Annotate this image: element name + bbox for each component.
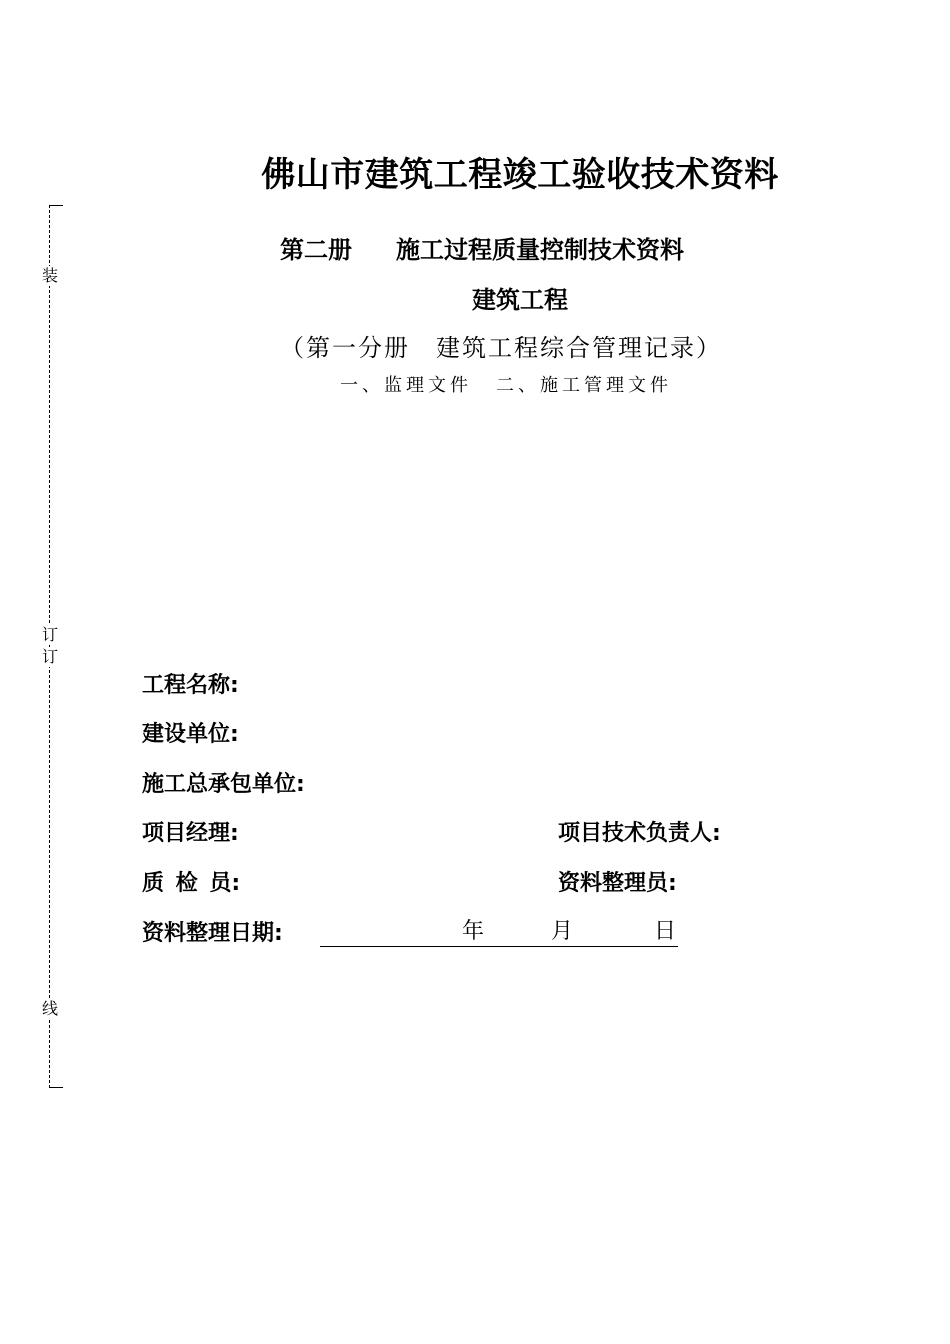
binding-char-ding-1: 订 <box>41 625 58 644</box>
field-technical-lead: 项目技术负责人: <box>558 821 721 846</box>
field-records-clerk: 资料整理员: <box>558 871 677 896</box>
date-underline <box>320 918 678 947</box>
date-month-label: 月 <box>551 919 574 944</box>
field-quality-inspector: 质 检 员: <box>142 871 241 896</box>
date-year-label: 年 <box>462 919 485 944</box>
field-records-date: 资料整理日期: <box>142 921 283 946</box>
field-project-manager: 项目经理: <box>142 821 239 846</box>
contents-item-1: 一、监理文件 <box>340 375 472 396</box>
binding-char-ding-2: 订 <box>41 647 58 666</box>
contents-list <box>340 372 760 400</box>
sub-volume-title: （第一分册 建筑工程综合管理记录） <box>280 334 722 362</box>
contents-item-2: 二、施工管理文件 <box>496 375 672 396</box>
field-general-contractor: 施工总承包单位: <box>142 772 305 797</box>
binding-char-zhuang: 装 <box>41 266 58 285</box>
field-construction-unit: 建设单位: <box>142 722 239 747</box>
volume-title: 施工过程质量控制技术资料 <box>396 236 684 264</box>
volume-name: 第二册 <box>280 236 352 264</box>
field-project-name: 工程名称: <box>142 673 239 698</box>
date-day-label: 日 <box>654 919 677 944</box>
section-title: 建筑工程 <box>472 286 568 314</box>
volume-heading <box>280 230 780 270</box>
main-title: 佛山市建筑工程竣工验收技术资料 <box>261 155 779 195</box>
binding-tick-bottom <box>49 1087 63 1088</box>
binding-char-xian: 线 <box>41 999 58 1018</box>
binding-tick-top <box>49 205 63 206</box>
